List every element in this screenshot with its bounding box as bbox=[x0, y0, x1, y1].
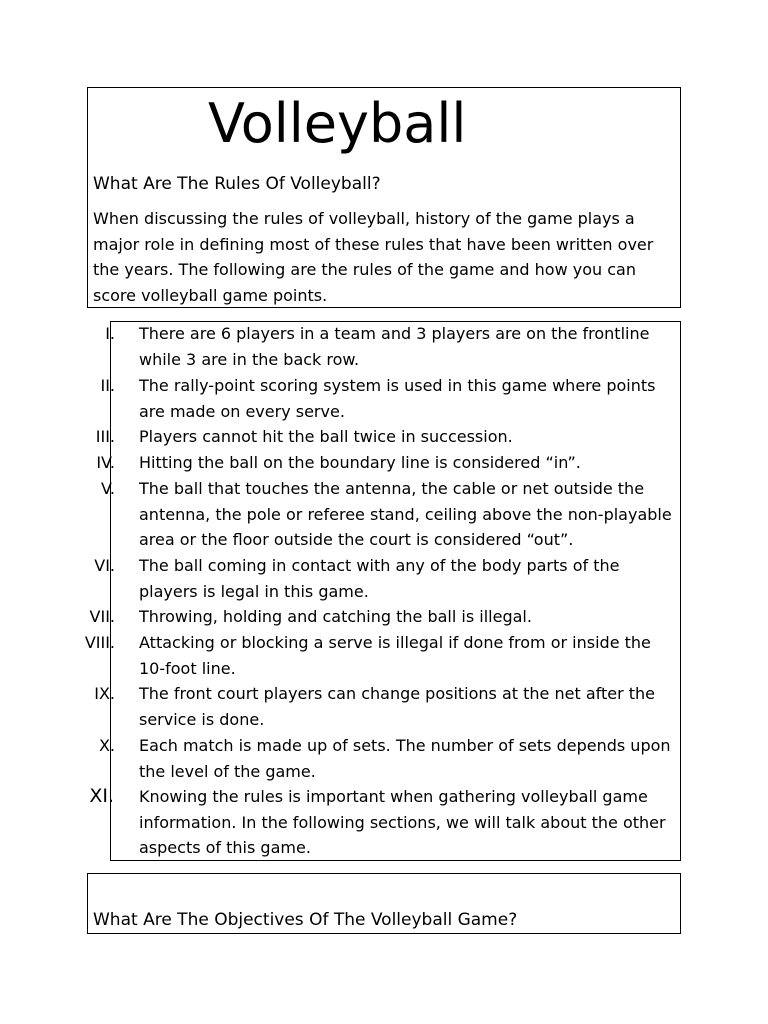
rule-number: XI. bbox=[89, 785, 114, 807]
rule-text: Throwing, holding and catching the ball is illegal. bbox=[139, 607, 532, 626]
rule-text: The front court players can change positions at the net after the service is done. bbox=[139, 684, 656, 729]
rule-text: Players cannot hit the ball twice in succession. bbox=[139, 427, 513, 446]
rule-number: VII. bbox=[89, 607, 115, 626]
intro-paragraph: When discussing the rules of volleyball, history of the game plays a major role in defining most of these rules that have been written over the years. The following are the rules of the game and how you can score volleyball game points. bbox=[93, 209, 654, 305]
rule-text: Attacking or blocking a serve is illegal if done from or inside the 10-foot line. bbox=[139, 633, 651, 678]
rule-text: Hitting the ball on the boundary line is considered “in”. bbox=[139, 453, 581, 472]
intro-box bbox=[87, 87, 681, 308]
rule-number: V. bbox=[101, 479, 115, 498]
rule-text: The ball coming in contact with any of the body parts of the players is legal in this game. bbox=[139, 556, 620, 601]
rule-text: There are 6 players in a team and 3 players are on the frontline while 3 are in the back row. bbox=[139, 324, 650, 369]
rules-heading: What Are The Rules Of Volleyball? bbox=[93, 174, 381, 194]
rule-text: The ball that touches the antenna, the cable or net outside the antenna, the pole or referee stand, ceiling above the non-playable area or the floor outside the court is considered “out”. bbox=[139, 479, 672, 550]
rule-number: IV. bbox=[96, 453, 115, 472]
rule-number: VI. bbox=[94, 556, 115, 575]
rule-text: Each match is made up of sets. The number of sets depends upon the level of the game. bbox=[139, 736, 671, 781]
rule-number: III. bbox=[95, 427, 115, 446]
rule-number: VIII. bbox=[84, 633, 115, 652]
rule-number: IX. bbox=[94, 684, 115, 703]
objectives-box bbox=[87, 873, 681, 934]
rule-number: I. bbox=[105, 324, 115, 343]
rule-number: II. bbox=[100, 376, 115, 395]
objectives-heading: What Are The Objectives Of The Volleyball Game? bbox=[93, 910, 518, 930]
rule-text: The rally-point scoring system is used in this game where points are made on every serve. bbox=[139, 376, 656, 421]
rule-number: X. bbox=[98, 736, 115, 755]
rule-text: Knowing the rules is important when gathering volleyball game information. In the following sections, we will talk about the other aspects of this game. bbox=[139, 787, 666, 858]
page-title: Volleyball bbox=[208, 92, 467, 155]
